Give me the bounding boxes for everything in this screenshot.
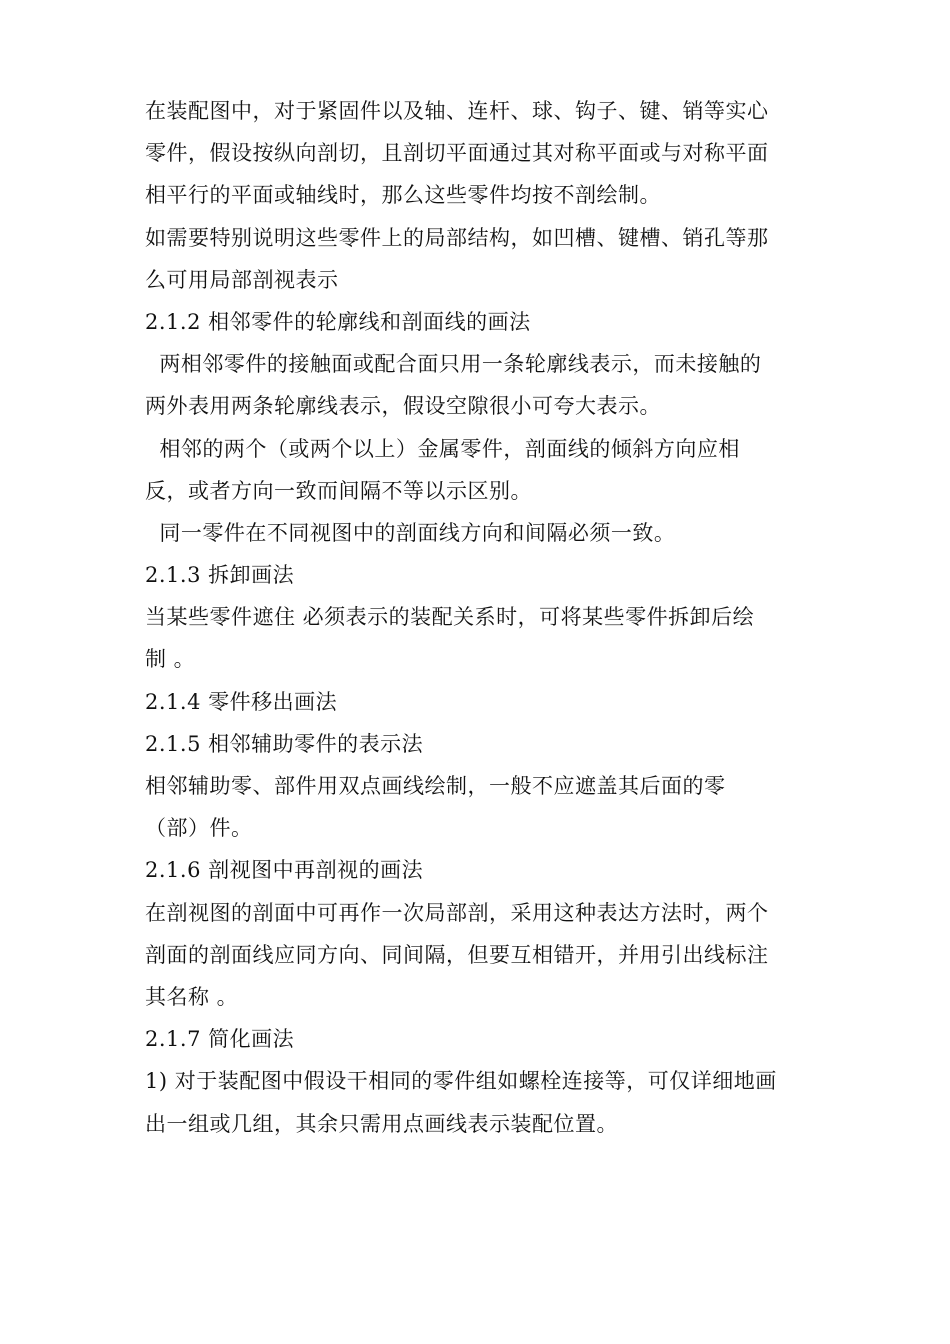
- text-line: 两相邻零件的接触面或配合面只用一条轮廓线表示，而未接触的: [145, 352, 762, 377]
- section-heading: 2.1.2 相邻零件的轮廓线和剖面线的画法: [145, 309, 531, 334]
- text-line: 制 。: [145, 647, 196, 672]
- text-line: 同一零件在不同视图中的剖面线方向和间隔必须一致。: [145, 520, 676, 545]
- text-line: 相平行的平面或轴线时，那么这些零件均按不剖绘制。: [145, 183, 661, 208]
- text-line: 相邻的两个（或两个以上）金属零件，剖面线的倾斜方向应相: [145, 436, 740, 461]
- section-heading: 2.1.7 简化画法: [145, 1027, 295, 1052]
- text-line: 1) 对于装配图中假设干相同的零件组如螺栓连接等，可仅详细地画: [145, 1069, 777, 1094]
- text-line: 其名称 。: [145, 984, 239, 1009]
- text-line: 反，或者方向一致而间隔不等以示区别。: [145, 478, 532, 503]
- text-line: 相邻辅助零、部件用双点画线绘制，一般不应遮盖其后面的零: [145, 774, 726, 798]
- text-line: 么可用局部剖视表示: [145, 267, 339, 292]
- text-line: 两外表用两条轮廓线表示，假设空隙很小可夸大表示。: [145, 394, 661, 419]
- section-heading: 2.1.3 拆卸画法: [145, 563, 295, 588]
- text-line: 如需要特别说明这些零件上的局部结构，如凹槽、键槽、销孔等那: [145, 225, 769, 250]
- section-heading: 2.1.5 相邻辅助零件的表示法: [145, 731, 424, 756]
- text-line: （部）件。: [145, 816, 253, 841]
- section-heading: 2.1.4 零件移出画法: [145, 689, 338, 714]
- text-line: 剖面的剖面线应同方向、同间隔，但要互相错开，并用引出线标注: [145, 942, 769, 967]
- text-line: 零件，假设按纵向剖切，且剖切平面通过其对称平面或与对称平面: [145, 141, 769, 166]
- text-line: 在剖视图的剖面中可再作一次局部剖，采用这种表达方法时，两个: [145, 900, 769, 925]
- text-line: 在装配图中，对于紧固件以及轴、连杆、球、钩子、键、销等实心: [145, 99, 769, 123]
- text-line: 出一组或几组，其余只需用点画线表示装配位置。: [145, 1111, 618, 1136]
- section-heading: 2.1.6 剖视图中再剖视的画法: [145, 858, 424, 883]
- document-body: [145, 90, 815, 1145]
- text-line: 当某些零件遮住 必须表示的装配关系时，可将某些零件拆卸后绘: [145, 605, 755, 630]
